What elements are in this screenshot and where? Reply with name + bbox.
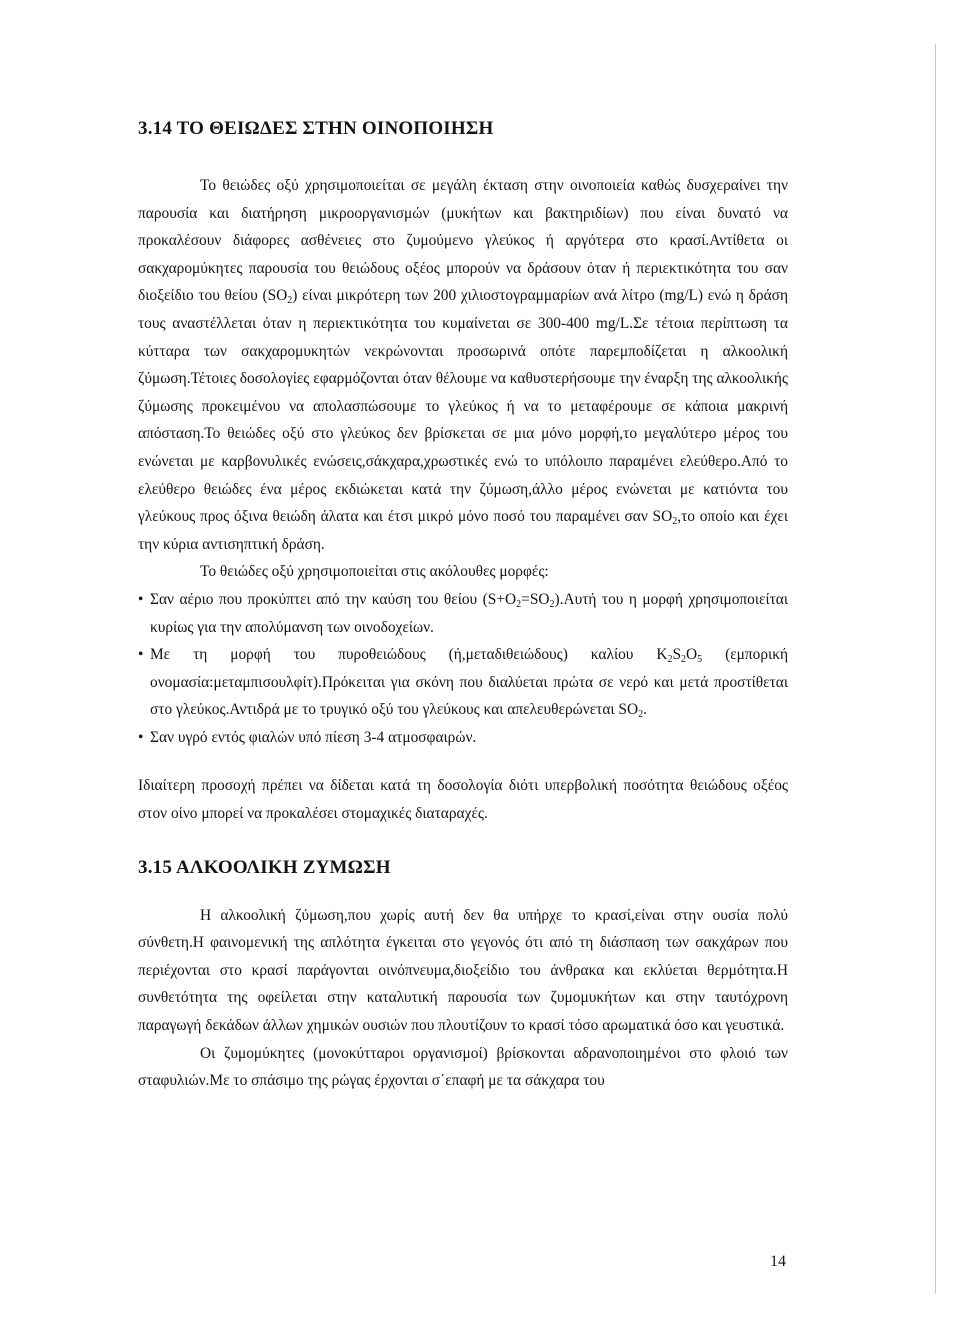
- bullet-icon: •: [138, 728, 144, 746]
- list-item-liquid: [138, 724, 788, 752]
- subscript: 2: [287, 295, 293, 307]
- bullet-icon: •: [138, 646, 144, 664]
- paragraph-forms-intro: Το θειώδες οξύ χρησιμοποιείται στις ακόλουθες μορφές:: [200, 563, 549, 581]
- text-run: (εμπορική ονομασία:μεταμπισουλφίτ).Πρόκειται για σκόνη που διαλύεται πρώτα σε νερό και μετά προστίθεται στο γλεύκος.Αντιδρά με το τρυγικό οξύ του γλεύκους και απελευθερώνεται SO: [150, 646, 788, 719]
- text-run: Σαν υγρό εντός φιαλών υπό πίεση 3-4 ατμοσφαιρών.: [150, 728, 477, 746]
- document-page: [138, 118, 788, 1095]
- text-run: S: [672, 646, 682, 664]
- paragraph-sulfur-intro: [138, 172, 788, 558]
- subscript: 2: [672, 516, 678, 528]
- subscript: 2: [667, 654, 673, 666]
- section-heading-3-14: 3.14 ΤΟ ΘΕΙΩΔΕΣ ΣΤΗΝ ΟΙΝΟΠΟΙΗΣΗ: [138, 118, 494, 139]
- text-run: ) είναι μικρότερη των 200 χιλιοστογραμμαρίων ανά λίτρο (mg/L) ενώ η δράση τους αναστέλλεται όταν η περιεκτικότητα του κυμαίνεται σε 300-400 mg/L.Σε τέτοια περίπτωση τα κύτταρα των σακχαρομυκητών νεκρώνονται προσωρινά οπότε παρεμποδίζεται η αλκοολική ζύμωση.Τέτοιες δοσολογίες εφαρμόζονται όταν θέλουμε να καθυστερήσουμε την έναρξη της αλκοολικής ζύμωσης προκειμένου να απολασπώσουμε το γλεύκος ή να το μεταφέρουμε σε κάποια μακρινή απόσταση.Το θειώδες οξύ στο γλεύκος δεν βρίσκεται σε μια μόνο μορφή,το μεγαλύτερο μέρος του ενώνεται με καρβονυλικές ενώσεις,σάκχαρα,χρωστικές ενώ το υπόλοιπο παραμένει ελεύθερο.Από το ελεύθερο θειώδες ένα μέρος εκδιώκεται κατά την ζύμωση,άλλο μέρος ενώνεται με κατιόντα του γλεύκους προς όξινα θειώδη άλατα και έτσι μικρό μόνο ποσό του παραμένει σαν SO: [138, 287, 788, 526]
- scan-edge-line: [935, 44, 936, 1294]
- list-item-metabisulfite: [138, 641, 788, 724]
- text-run: .: [643, 701, 647, 719]
- list-item-gas: [138, 586, 788, 641]
- subscript: 2: [516, 598, 522, 610]
- text-run: Το θειώδες οξύ χρησιμοποιείται σε μεγάλη έκταση στην οινοποιεία καθώς δυσχεραίνει την παρουσία και διατήρηση μικροοργανισμών (μυκήτων και βακτηριδίων) που είναι δυνατό να προκαλέσουν διάφορες ασθένειες στο ζυμούμενο γλεύκος ή αργότερα στο κρασί.Αντίθετα οι σακχαρομύκητες παρουσία του θειώδους οξέος μπορούν να δράσουν όταν ή περιεκτικότητα του σαν διοξείδιο του θείου (SO: [138, 177, 788, 305]
- text-run: Με τη μορφή του πυροθειώδους (ή,μεταδιθειώδους) καλίου K: [150, 646, 668, 664]
- text-run: ,το οποίο και έχει την κύρια αντισηπτική δράση.: [138, 508, 788, 553]
- text-run: O: [686, 646, 698, 664]
- subscript: 2: [638, 709, 644, 721]
- subscript: 5: [697, 654, 703, 666]
- paragraph-dosage-warning: Ιδιαίτερη προσοχή πρέπει να δίδεται κατά τη δοσολογία διότι υπερβολική ποσότητα θειώδους οξέος στον οίνο μπορεί να προκαλέσει στομαχικές διαταραχές.: [138, 777, 788, 823]
- subscript: 2: [681, 654, 687, 666]
- text-run: =SO: [521, 590, 550, 608]
- section-heading-3-15: 3.15 ΑΛΚΟΟΛΙΚΗ ΖΥΜΩΣΗ: [138, 856, 391, 878]
- subscript: 2: [549, 598, 555, 610]
- paragraph-fermentation-intro: Η αλκοολική ζύμωση,που χωρίς αυτή δεν θα υπήρχε το κρασί,είναι στην ουσία πολύ σύνθετη.Η φαινομενική της απλότητα έγκειται στο γεγονός ότι από τη διάσπαση των σακχάρων που περιέχονται στο κρασί παράγονται οινόπνευμα,διοξείδιο του άνθρακα και εκλύεται θερμότητα.Η συνθετότητα της οφείλεται στην καταλυτική παρουσία των ζυμομυκήτων και στην ταυτόχρονη παραγωγή δεκάδων άλλων χημικών ουσιών που πλουτίζουν το κρασί τόσο αρωματικά όσο και γευστικά.: [138, 906, 788, 1035]
- paragraph-yeasts: Οι ζυμομύκητες (μονοκύτταροι οργανισμοί) βρίσκονται αδρανοποιημένοι στο φλοιό των σταφυλιών.Με το σπάσιμο της ρώγας έρχονται σ΄επαφή με τα σάκχαρα του: [138, 1044, 788, 1090]
- page-number: 14: [770, 1253, 786, 1270]
- bullet-icon: •: [138, 590, 144, 608]
- text-run: Σαν αέριο που προκύπτει από την καύση του θείου (S+O: [150, 590, 517, 608]
- text-run: ).Αυτή του η μορφή χρησιμοποιείται κυρίως για την απολύμανση των οινοδοχείων.: [150, 590, 789, 636]
